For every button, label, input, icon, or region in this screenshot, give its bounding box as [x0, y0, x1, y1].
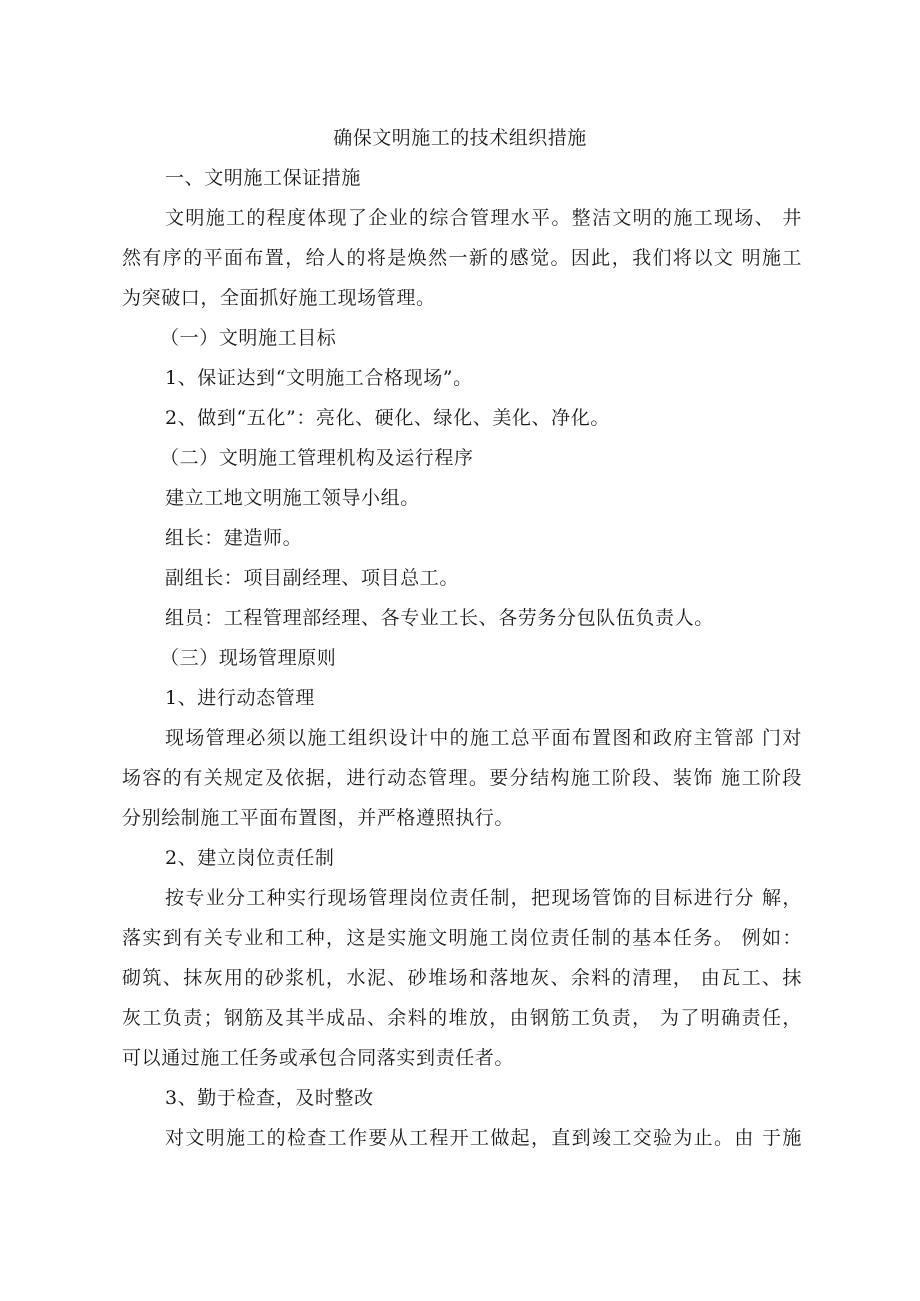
numbered-heading: 1、进行动态管理: [165, 687, 315, 709]
paragraph-line: 文明施工的程度体现了企业的综合管理水平。整洁文明的施工现场、 井: [165, 207, 802, 229]
paragraph-line: 建立工地文明施工领导小组。: [165, 487, 420, 509]
paragraph-line: 落实到有关专业和工种，这是实施文明施工岗位责任制的基本任务。 例如：: [122, 927, 802, 949]
paragraph-line: 按专业分工种实行现场管理岗位责任制，把现场管饰的目标进行分 解，: [165, 887, 802, 909]
document-title: 确保文明施工的技术组织措施: [333, 127, 587, 149]
paragraph-line: 对文明施工的检查工作要从工程开工做起，直到竣工交验为止。由 于施: [165, 1127, 802, 1149]
paragraph-line: 可以通过施工任务或承包合同落实到责任者。: [122, 1047, 515, 1069]
subsection-heading: （二）文明施工管理机构及运行程序: [160, 447, 474, 469]
subsection-heading: （三）现场管理原则: [160, 647, 337, 669]
list-item: 1、保证达到“文明施工合格现场”。: [165, 367, 473, 389]
paragraph-line: 分别绘制施工平面布置图，并严格遵照执行。: [122, 807, 515, 829]
paragraph-line: 组员：工程管理部经理、各专业工长、各劳务分包队伍负责人。: [165, 607, 714, 629]
paragraph-line: 砌筑、抹灰用的砂浆机，水泥、砂堆场和落地灰、余料的清理， 由瓦工、抹: [122, 967, 802, 989]
section-heading: 一、文明施工保证措施: [165, 167, 362, 189]
paragraph-line: 灰工负责；钢筋及其半成品、余料的堆放，由钢筋工负责， 为了明确责任，: [122, 1007, 802, 1029]
numbered-heading: 3、勤于检查，及时整改: [165, 1087, 374, 1109]
paragraph-line: 然有序的平面布置，给人的将是焕然一新的感觉。因此，我们将以文 明施工: [122, 247, 802, 269]
paragraph-line: 副组长：项目副经理、项目总工。: [165, 567, 460, 589]
paragraph-line: 为突破口，全面抓好施工现场管理。: [122, 287, 436, 309]
paragraph-line: 现场管理必须以施工组织设计中的施工总平面布置图和政府主管部 门对: [165, 727, 802, 749]
paragraph-line: 场容的有关规定及依据，进行动态管理。要分结构施工阶段、装饰 施工阶段: [122, 767, 802, 789]
paragraph-line: 组长：建造师。: [165, 527, 303, 549]
list-item: 2、做到“五化”：亮化、硬化、绿化、美化、净化。: [165, 407, 610, 429]
subsection-heading: （一）文明施工目标: [160, 327, 337, 349]
numbered-heading: 2、建立岗位责任制: [165, 847, 335, 869]
